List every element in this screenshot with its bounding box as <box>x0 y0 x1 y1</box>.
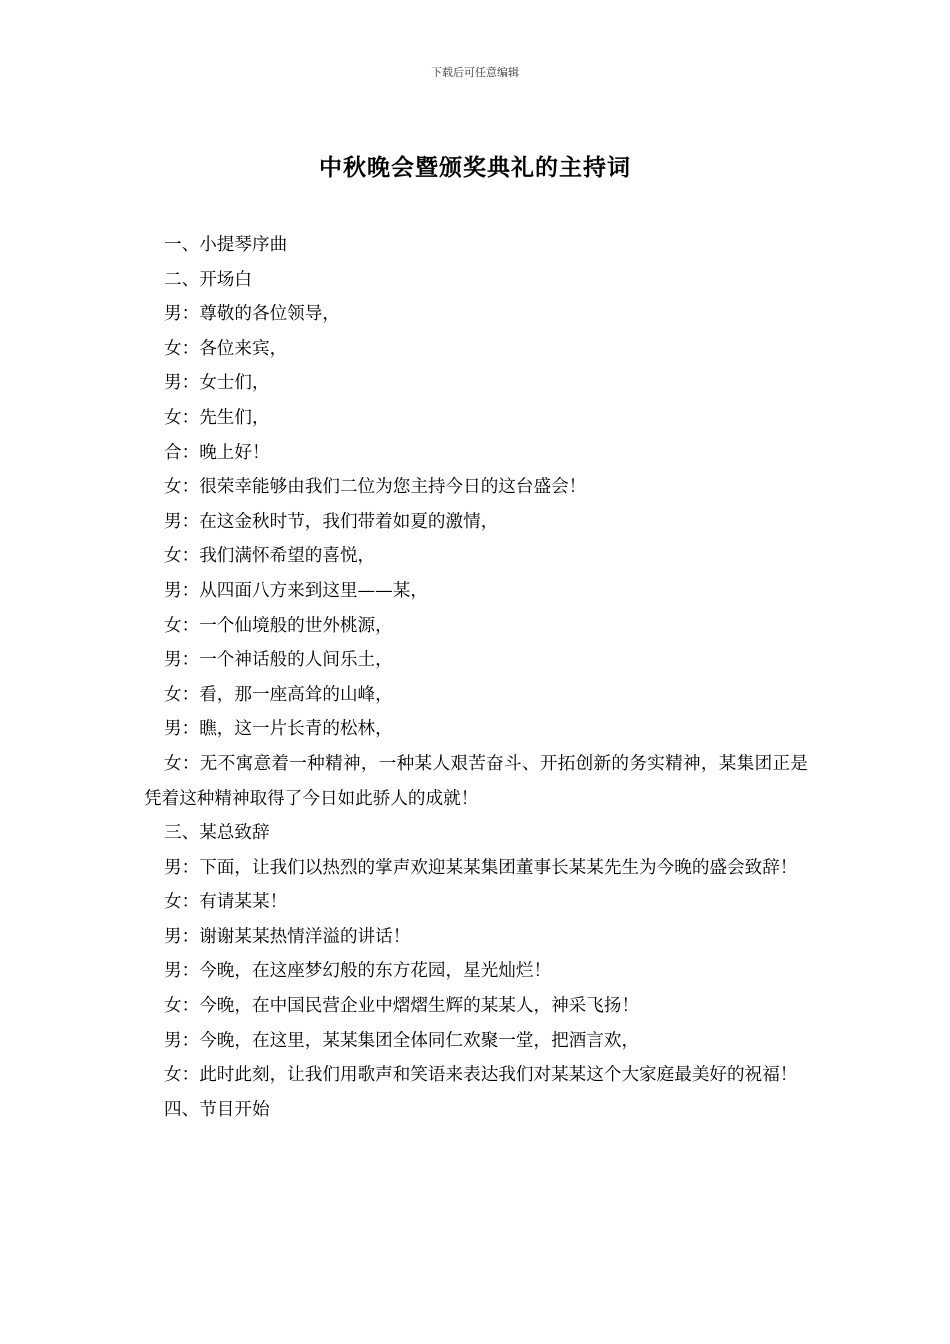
script-line: 女：有请某某！ <box>164 892 288 913</box>
script-line: 男：在这金秋时节，我们带着如夏的激情， <box>164 511 499 532</box>
script-line: 女：此时此刻，让我们用歌声和笑语来表达我们对某某这个大家庭最美好的祝福！ <box>164 1065 798 1086</box>
script-line: 女：一个仙境般的世外桃源， <box>164 615 393 636</box>
script-line: 男：女士们， <box>164 373 270 394</box>
script-line: 男：谢谢某某热情洋溢的讲话！ <box>164 926 411 947</box>
script-line: 男：今晚，在这里，某某集团全体同仁欢聚一堂，把酒言欢， <box>164 1030 640 1051</box>
section-heading-program: 四、节目开始 <box>164 1099 270 1120</box>
section-heading-prelude: 一、小提琴序曲 <box>164 235 288 255</box>
document-title: 中秋晚会暨颁奖典礼的主持词 <box>319 154 631 181</box>
script-line: 女：我们满怀希望的喜悦， <box>164 546 376 567</box>
document-body <box>144 228 808 1127</box>
script-line: 女：各位来宾， <box>164 338 288 359</box>
script-line: 男：从四面八方来到这里——某， <box>164 580 428 601</box>
script-line: 女：很荣幸能够由我们二位为您主持今日的这台盛会！ <box>164 477 587 498</box>
script-line: 男：一个神话般的人间乐土， <box>164 650 393 671</box>
script-line: 男：瞧，这一片长青的松林， <box>164 719 393 740</box>
section-heading-speech: 三、某总致辞 <box>164 823 270 844</box>
script-line: 女：看，那一座高耸的山峰， <box>164 684 393 705</box>
section-heading-opening: 二、开场白 <box>164 269 252 290</box>
script-line: 男：尊敬的各位领导， <box>164 304 340 325</box>
script-line: 女：无不寓意着一种精神，一种某人艰苦奋斗、开拓创新的务实精神，某集团正是凭着这种精神取得了今日如此骄人的成就！ <box>144 753 808 809</box>
script-line: 女：先生们， <box>164 407 270 428</box>
script-line: 女：今晚，在中国民营企业中熠熠生辉的某某人，神采飞扬！ <box>164 996 640 1017</box>
script-line: 男：今晚，在这座梦幻般的东方花园，星光灿烂！ <box>164 961 552 982</box>
script-line: 男：下面，让我们以热烈的掌声欢迎某某集团董事长某某先生为今晚的盛会致辞！ <box>164 857 798 878</box>
page-header-note: 下载后可任意编辑 <box>431 66 519 79</box>
script-line: 合：晚上好！ <box>164 442 270 463</box>
